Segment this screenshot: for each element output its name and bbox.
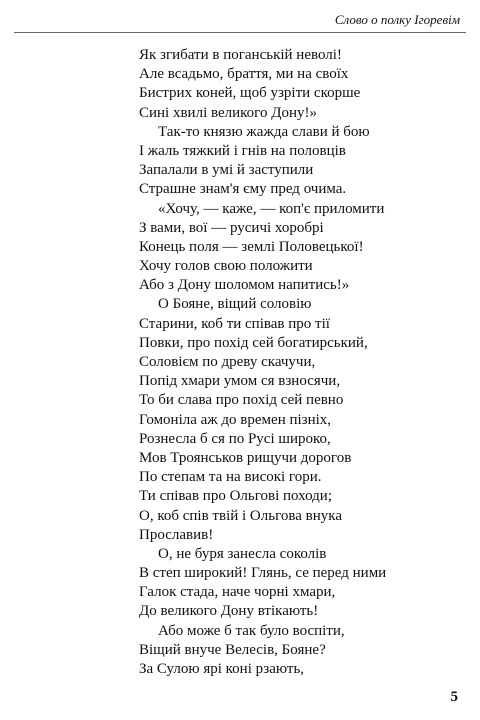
running-header: Слово о полку Ігоревім xyxy=(334,12,460,27)
poem-line: Так-то князю жажда слави й бою xyxy=(158,123,370,140)
poem-line: Сині хвилі великого Дону!» xyxy=(139,104,317,121)
poem-line: В степ широкий! Глянь, се перед ними xyxy=(139,565,387,582)
poem-line: Запалали в умі й заступили xyxy=(139,162,314,179)
poem-line: Бистрих коней, щоб узріти скорше xyxy=(139,85,361,102)
poem-line: Попід хмари умом ся взносячи, xyxy=(139,373,341,390)
poem-line: О Бояне, віщий соловію xyxy=(158,296,312,313)
poem-line: За Сулою ярі коні рзають, xyxy=(139,661,305,677)
poem-line: Гомоніла аж до времен пізніх, xyxy=(139,411,332,428)
poem-line: Соловієм по древу скачучи, xyxy=(139,354,316,370)
poem-line: Ти співав про Ольгові походи; xyxy=(139,488,332,505)
poem-line: О, коб спів твій і Ольгова внука xyxy=(139,507,342,524)
poem-line: Віщий внуче Велесів, Бояне? xyxy=(139,641,326,658)
poem-text xyxy=(139,46,386,679)
poem-line: По степам та на високі гори. xyxy=(139,469,322,486)
poem-line: Мов Троянськов рищучи дорогов xyxy=(139,449,352,466)
poem-line: І жаль тяжкий і гнів на половців xyxy=(139,142,346,159)
poem-line: «Хочу, — каже, — коп'є приломити xyxy=(158,200,385,217)
poem-line: До великого Дону втікають! xyxy=(139,603,319,620)
poem-line: Або може б так було воспіти, xyxy=(158,622,345,639)
poem-line: Повки, про похід сей богатирський, xyxy=(139,334,368,351)
poem-line: Хочу голов свою положити xyxy=(139,258,313,275)
poem-line: Але всадьмо, браття, ми на своїх xyxy=(139,66,349,83)
poem-line: Або з Дону шоломом напитись!» xyxy=(139,277,350,294)
poem-line: Як згибати в поганській неволі! xyxy=(139,47,342,63)
poem-line: Прославив! xyxy=(139,526,214,543)
poem-line: Конець поля — землі Половецької! xyxy=(139,238,364,255)
poem-line: То би слава про похід сей певно xyxy=(139,392,344,409)
header-rule xyxy=(14,32,466,33)
page-number: 5 xyxy=(450,689,458,705)
poem-line: Страшне знам'я єму пред очима. xyxy=(139,181,347,198)
poem-line: О, не буря занесла соколів xyxy=(158,545,327,562)
poem-line: З вами, вої — русичі хоробрі xyxy=(139,219,324,236)
poem-line: Галок стада, наче чорні хмари, xyxy=(139,584,336,601)
poem-line: Старини, коб ти співав про тії xyxy=(139,315,330,332)
poem-line: Рознесла б ся по Русі широко, xyxy=(139,430,331,447)
